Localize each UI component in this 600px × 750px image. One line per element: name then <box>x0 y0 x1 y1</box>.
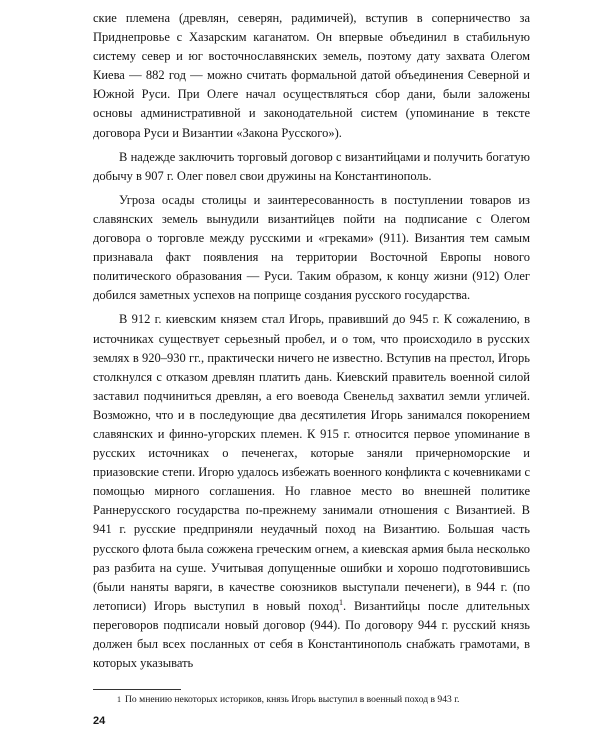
paragraph-3: Угроза осады столицы и заинтересованность в поступлении товаров из славянских земель вынудили византийцев пойти на подписание с Олегом договора о торговле между русскими и «греками» (911). Византия тем самым признавала факт появления на территории Восточной Европы нового политического образования — Руси. Таким образом, к концу жизни (912) Олег добился заметных успехов на поприще создания русского государства. <box>93 192 530 303</box>
paragraph-2: В надежде заключить торговый договор с византийцами и получить богатую добычу в 907 г. Олег повел свои дружины на Константинополь. <box>93 149 530 183</box>
paragraph-4 <box>93 310 530 673</box>
paragraph-4-tail: . Византийцы после длительных переговоров подписали новый договор (944). По договору 944 г. русский князь должен был всех посланных от себя в Константинополь снабжать грамотами, в которых указывать <box>93 598 530 671</box>
footnote-reference[interactable]: 1 <box>338 597 343 607</box>
footnote-text: По мнению некоторых историков, князь Игорь выступил в военный поход в 943 г. <box>125 694 460 705</box>
footnote-divider <box>93 689 181 690</box>
page-body <box>93 9 530 673</box>
footnote-number: 1 <box>117 695 121 704</box>
paragraph-1: ские племена (древлян, северян, радимичей), вступив в соперничество за Приднепровье с Хазарским каганатом. Он впервые объединил в стабильную систему север и юг восточнославянских земель, поэтому дату захвата Олегом Киева — 882 год — можно считать формальной датой объединения Северной и Южной Руси. При Олеге начал осуществляться сбор дани, были заложены основы административной и законодательной систем (упоминание в тексте договора Руси и Византии «Закона Русского»). <box>93 11 530 140</box>
paragraph-4-text: В 912 г. киевским князем стал Игорь, правивший до 945 г. К сожалению, в источниках существует серьезный пробел, и о том, что происходило в русских землях в 920–930 гг., практически ничего не известно. Вступив на престол, Игорь столкнулся с отказом древлян платить дань. Киевский правитель военной силой заставил подчиниться древлян, а его воевода Свенельд захватил земли угличей. Возможно, что и в последующие два десятилетия Игорь занимался покорением славянских и финно-угорских племен. К 915 г. относится первое упоминание в русских источниках о печенегах, которые заняли причерноморские и приазовские степи. Игорю удалось избежать военного конфликта с кочевниками с помощью мирного соглашения. Но главное место во внешней политике Раннерусского государства по-прежнему занимали отношения с Византией. В 941 г. русские предприняли неудачный поход на Византию. Большая часть русского флота была сожжена греческим огнем, а киевская армия была несколько раз разбита на суше. Учитывая допущенные ошибки и хорошо подготовившись (были наняты варяги, в качестве союзников выступали печенеги), в 944 г. (по летописи) Игорь выступил в новый поход <box>93 312 531 613</box>
page-number: 24 <box>93 715 106 727</box>
footnote <box>93 693 530 706</box>
